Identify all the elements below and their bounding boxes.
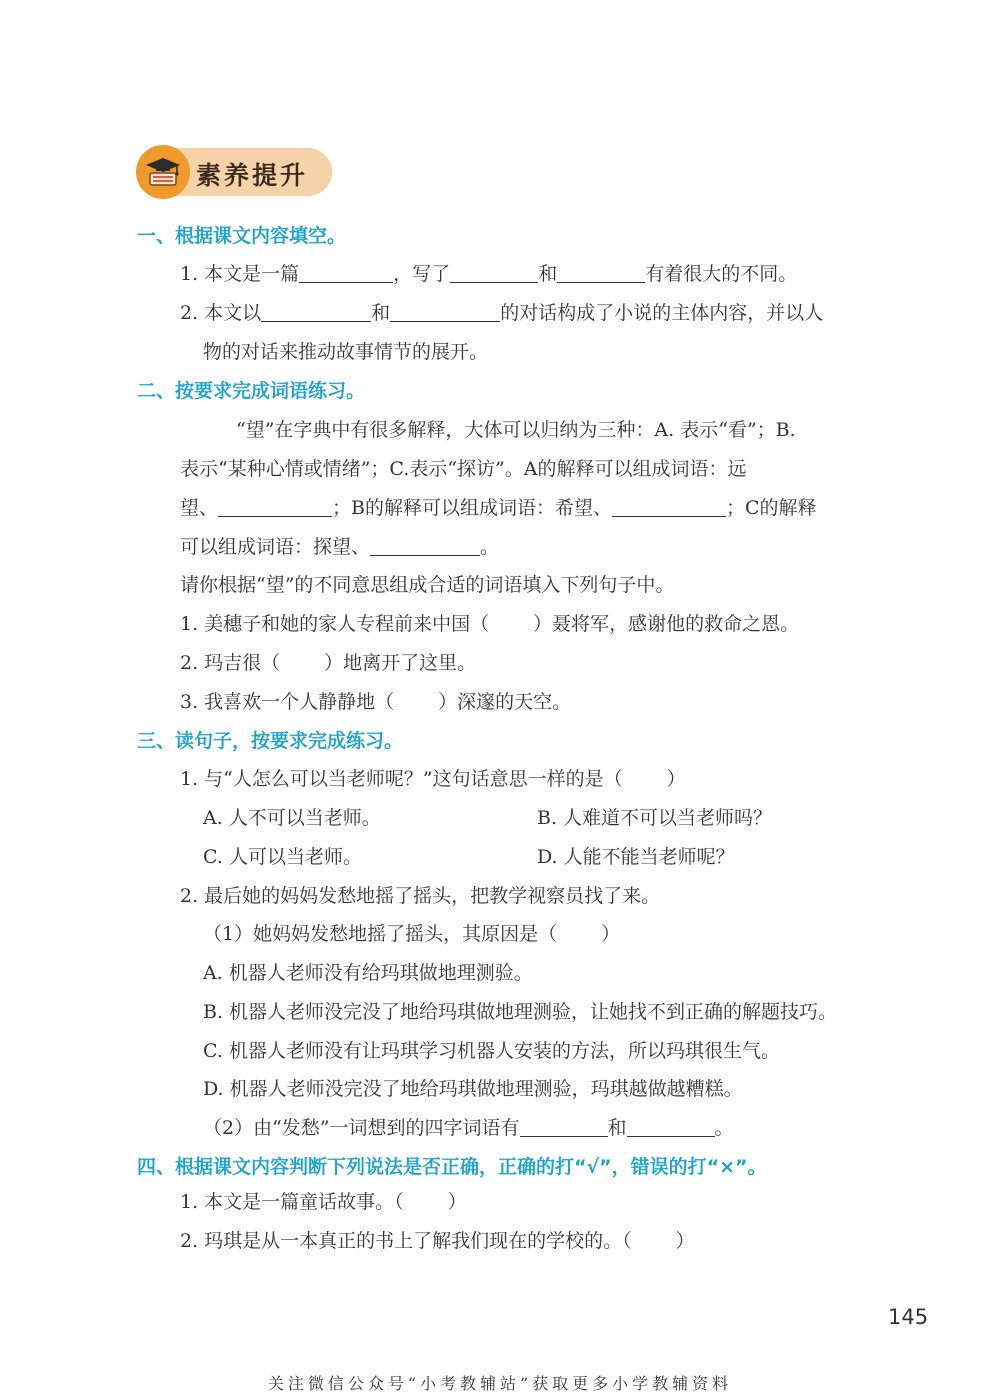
footer-note: 关注微信公众号“小考教辅站”获取更多小学教辅资料 bbox=[267, 1374, 733, 1393]
s2-paragraph: 可以组成词语：探望、 。 bbox=[180, 536, 500, 558]
page-number: 145 bbox=[888, 1305, 929, 1329]
section-title-3: 三、读句子，按要求完成练习。 bbox=[137, 730, 404, 752]
option-c[interactable]: C. 机器人老师没有让玛琪学习机器人安装的方法，所以玛琪很生气。 bbox=[203, 1040, 780, 1062]
s3-question-2: 2. 最后她的妈妈发愁地摇了摇头，把教学视察员找了来。 bbox=[180, 885, 661, 907]
s4-question-2: 2. 玛琪是从一本真正的书上了解我们现在的学校的。（ ） bbox=[180, 1230, 695, 1252]
option-a[interactable]: A. 机器人老师没有给玛琪做地理测验。 bbox=[203, 962, 533, 984]
s3-question-1: 1. 与“人怎么可以当老师呢？”这句话意思一样的是（ ） bbox=[180, 768, 686, 790]
graduation-cap-icon bbox=[144, 155, 182, 189]
answer-blank[interactable] bbox=[390, 303, 500, 322]
option-c[interactable]: C. 人可以当老师。 bbox=[203, 846, 362, 868]
section-title-1: 一、根据课文内容填空。 bbox=[137, 225, 347, 247]
answer-blank[interactable] bbox=[520, 1118, 608, 1137]
answer-blank[interactable] bbox=[218, 498, 332, 517]
answer-blank[interactable] bbox=[261, 303, 371, 322]
option-b[interactable]: B. 机器人老师没完没了地给玛琪做地理测验，让她找不到正确的解题技巧。 bbox=[203, 1001, 838, 1023]
s2-paragraph: 表示“某种心情或情绪”；C.表示“探访”。A的解释可以组成词语：远 bbox=[180, 458, 747, 480]
answer-blank[interactable] bbox=[299, 264, 393, 283]
s2-instruction: 请你根据“望”的不同意思组成合适的词语填入下列句子中。 bbox=[180, 574, 675, 596]
s3-question-2-1: （1）她妈妈发愁地摇了摇头，其原因是（ ） bbox=[203, 923, 621, 945]
answer-blank[interactable] bbox=[612, 498, 726, 517]
s1-question-1: 1. 本文是一篇 ，写了 和 有着很大的不同。 bbox=[180, 263, 798, 285]
s2-question-3: 3. 我喜欢一个人静静地（ ）深邃的天空。 bbox=[180, 691, 572, 713]
option-d[interactable]: D. 人能不能当老师呢？ bbox=[537, 846, 735, 868]
s2-paragraph: “望”在字典中有很多解释，大体可以归纳为三种：A. 表示“看”；B. bbox=[236, 419, 796, 441]
section-badge-title: 素养提升 bbox=[196, 161, 309, 190]
s2-question-1: 1. 美穗子和她的家人专程前来中国（ ）聂将军，感谢他的救命之恩。 bbox=[180, 613, 800, 635]
s2-question-2: 2. 玛吉很（ ）地离开了这里。 bbox=[180, 652, 477, 674]
s1-question-2-cont: 物的对话来推动故事情节的展开。 bbox=[203, 341, 489, 363]
section-title-2: 二、按要求完成词语练习。 bbox=[137, 380, 366, 402]
answer-blank[interactable] bbox=[370, 537, 480, 556]
option-b[interactable]: B. 人难道不可以当老师吗？ bbox=[537, 807, 773, 829]
answer-blank[interactable] bbox=[450, 264, 538, 283]
option-d[interactable]: D. 机器人老师没完没了地给玛琪做地理测验，玛琪越做越糟糕。 bbox=[203, 1078, 743, 1100]
section-title-4: 四、根据课文内容判断下列说法是否正确，正确的打“√”，错误的打“×”。 bbox=[137, 1156, 767, 1178]
answer-blank[interactable] bbox=[627, 1118, 715, 1137]
s3-question-2-2: （2）由“发愁”一词想到的四字词语有 和 。 bbox=[203, 1117, 734, 1139]
answer-blank[interactable] bbox=[557, 264, 645, 283]
s1-question-2: 2. 本文以 和 的对话构成了小说的主体内容，并以人 bbox=[180, 302, 824, 324]
badge-circle bbox=[136, 145, 190, 199]
s2-paragraph: 望、 ；B的解释可以组成词语：希望、 ；C的解释 bbox=[180, 497, 817, 519]
option-a[interactable]: A. 人不可以当老师。 bbox=[203, 807, 381, 829]
s4-question-1: 1. 本文是一篇童话故事。（ ） bbox=[180, 1191, 467, 1213]
